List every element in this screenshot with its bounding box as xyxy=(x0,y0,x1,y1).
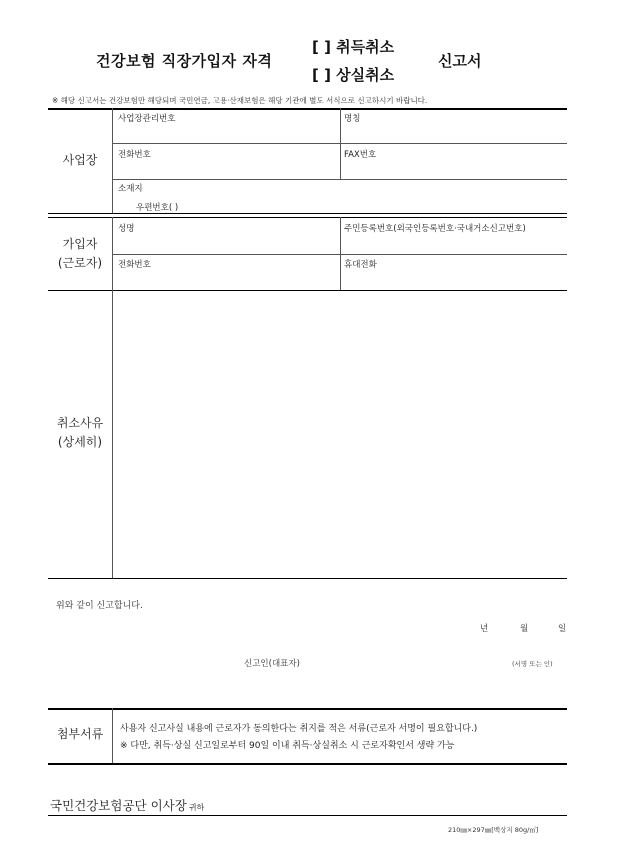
subscriber-mobile-field[interactable]: 휴대전화 xyxy=(344,260,377,270)
date-year[interactable]: 년 xyxy=(480,624,489,634)
attachments-line1: 사용자 신고사실 내용에 근로자가 동의한다는 취지를 적은 서류(근로자 서명이 필요합니다.) xyxy=(120,724,478,734)
divider xyxy=(112,290,113,578)
option-acquisition-cancel[interactable]: [ ] 취득취소 xyxy=(312,38,395,56)
attachments-label: 첨부서류 xyxy=(56,727,104,741)
reason-label-line2: (상세히) xyxy=(57,435,103,449)
form-title-main: 건강보험 직장가입자 자격 xyxy=(96,52,273,70)
addressee xyxy=(50,796,204,814)
subscriber-label-line1: 가입자 xyxy=(62,237,98,251)
section-divider xyxy=(48,290,567,291)
footer-divider xyxy=(48,815,567,816)
divider xyxy=(112,708,113,764)
workplace-fax-field[interactable]: FAX번호 xyxy=(344,150,377,160)
divider xyxy=(112,179,567,180)
reason-section-label xyxy=(48,414,112,452)
attachments-top-border xyxy=(48,708,567,710)
form-title-suffix: 신고서 xyxy=(438,52,482,70)
workplace-address-field[interactable]: 소재지 xyxy=(118,184,143,194)
subscriber-label-line2: (근로자) xyxy=(57,256,103,270)
section-divider xyxy=(48,217,567,218)
workplace-postcode-field[interactable]: 우편번호( ) xyxy=(136,203,179,213)
reason-textarea[interactable] xyxy=(114,292,566,576)
subscriber-name-field[interactable]: 성명 xyxy=(118,224,135,234)
divider xyxy=(112,143,567,144)
reporter-label: 신고인(대표자) xyxy=(244,659,300,669)
workplace-name-field[interactable]: 명칭 xyxy=(344,114,361,124)
form-notice: ※ 해당 신고서는 건강보험만 해당되며 국민연금, 고용·산재보험은 해당 기관에 별도 서식으로 신고하시기 바랍니다. xyxy=(52,96,428,105)
workplace-mgmt-no-field[interactable]: 사업장관리번호 xyxy=(118,114,176,124)
date-day[interactable]: 일 xyxy=(558,624,567,634)
declaration-text: 위와 같이 신고합니다. xyxy=(56,601,143,611)
table-top-border xyxy=(48,108,567,110)
divider xyxy=(340,108,341,180)
option-loss-cancel[interactable]: [ ] 상실취소 xyxy=(312,66,395,84)
reason-label-line1: 취소사유 xyxy=(56,416,104,430)
divider xyxy=(112,254,567,255)
subscriber-id-field[interactable]: 주민등록번호(외국인등록번호·국내거소신고번호) xyxy=(344,224,526,234)
attachments-bottom-border xyxy=(48,763,567,765)
attachments-line2: ※ 다만, 취득·상실 신고일로부터 90일 이내 취득·상실취소 시 근로자확인서 생략 가능 xyxy=(120,741,455,751)
form-title xyxy=(0,30,624,90)
signature-field[interactable]: (서명 또는 인) xyxy=(512,660,553,668)
section-divider xyxy=(48,578,567,579)
subscriber-section-label xyxy=(48,235,112,273)
workplace-phone-field[interactable]: 전화번호 xyxy=(118,150,151,160)
workplace-section-label: 사업장 xyxy=(62,153,98,167)
date-month[interactable]: 월 xyxy=(520,624,529,634)
addressee-name: 국민건강보험공단 이사장 xyxy=(50,798,187,813)
section-divider xyxy=(48,213,567,214)
subscriber-phone-field[interactable]: 전화번호 xyxy=(118,260,151,270)
paper-spec: 210㎜×297㎜[백상지 80g/㎡] xyxy=(448,826,539,834)
addressee-honorific: 귀하 xyxy=(188,803,205,812)
divider xyxy=(112,108,113,214)
